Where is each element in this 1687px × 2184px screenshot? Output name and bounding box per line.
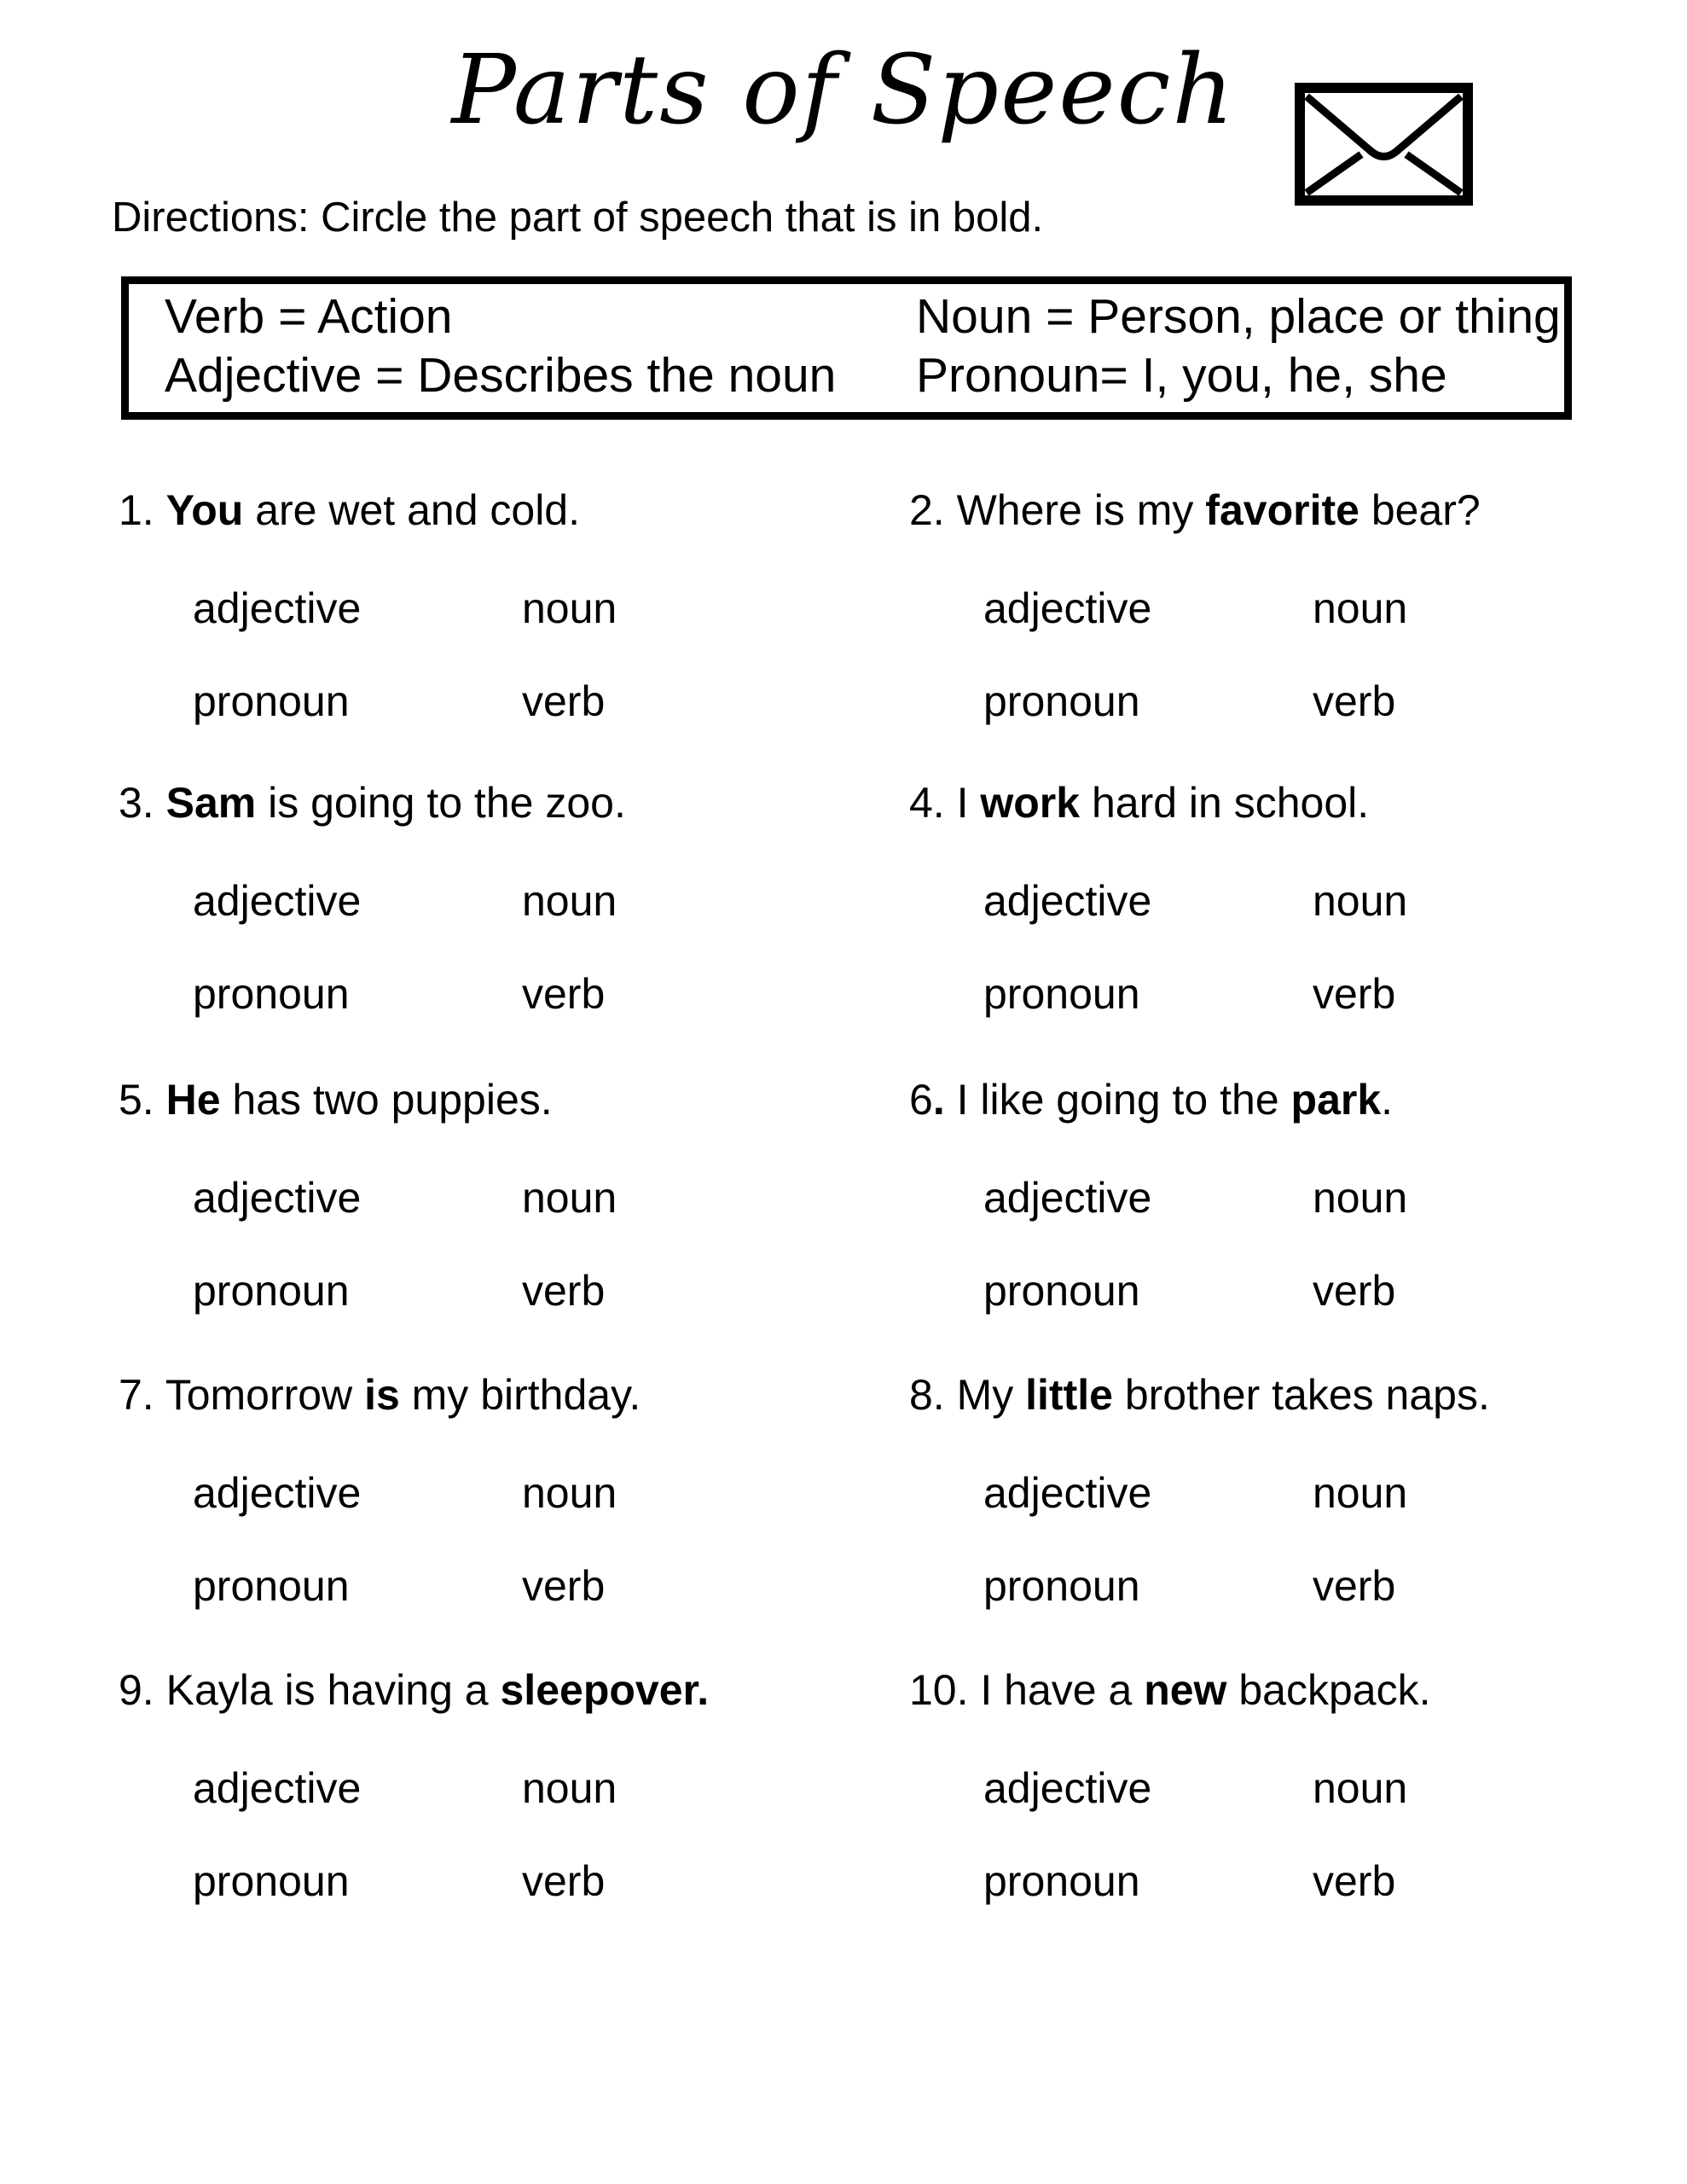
sentence-segment-bold: is <box>364 1371 400 1419</box>
option-verb[interactable]: verb <box>1313 1857 1396 1905</box>
question-sentence <box>119 1371 869 1419</box>
directions-text: Directions: Circle the part of speech that is in bold. <box>112 195 1044 241</box>
option-verb[interactable]: verb <box>1313 1267 1396 1315</box>
sentence-segment: 4. I <box>909 779 981 827</box>
sentence-segment: are wet and cold. <box>243 486 581 534</box>
sentence-segment-bold: You <box>165 486 244 534</box>
question-7 <box>119 1371 869 1627</box>
option-verb[interactable]: verb <box>522 970 606 1018</box>
question-sentence <box>909 1371 1660 1419</box>
sentence-segment: 9. Kayla is having a <box>119 1666 501 1714</box>
sentence-segment: 8. My <box>909 1371 1026 1419</box>
option-pronoun[interactable]: pronoun <box>193 677 350 725</box>
sentence-segment-bold: new <box>1144 1666 1227 1714</box>
definition-pronoun: Pronoun= I, you, he, she <box>916 348 1447 403</box>
sentence-segment-bold: He <box>165 1076 221 1124</box>
option-noun[interactable]: noun <box>522 1764 617 1812</box>
sentence-segment: is going to the zoo. <box>256 779 626 827</box>
sentence-segment-bold: sleepover. <box>500 1666 710 1714</box>
option-pronoun[interactable]: pronoun <box>983 970 1140 1018</box>
option-verb[interactable]: verb <box>522 1267 606 1315</box>
question-6 <box>909 1076 1660 1332</box>
sentence-segment-bold: . <box>932 1076 945 1124</box>
option-adjective[interactable]: adjective <box>193 1174 362 1222</box>
option-pronoun[interactable]: pronoun <box>193 970 350 1018</box>
question-sentence <box>119 486 869 534</box>
option-noun[interactable]: noun <box>1313 584 1408 632</box>
option-pronoun[interactable]: pronoun <box>983 1267 1140 1315</box>
sentence-segment: my birthday. <box>399 1371 641 1419</box>
question-sentence <box>119 1076 869 1124</box>
option-adjective[interactable]: adjective <box>983 1764 1152 1812</box>
option-pronoun[interactable]: pronoun <box>983 1562 1140 1610</box>
option-noun[interactable]: noun <box>522 877 617 925</box>
question-10 <box>909 1666 1660 1922</box>
question-sentence <box>119 779 869 827</box>
question-1 <box>119 486 869 742</box>
option-pronoun[interactable]: pronoun <box>193 1562 350 1610</box>
option-pronoun[interactable]: pronoun <box>193 1857 350 1905</box>
question-5 <box>119 1076 869 1332</box>
question-sentence <box>119 1666 869 1714</box>
question-sentence <box>909 779 1660 827</box>
definition-verb: Verb = Action <box>165 289 453 344</box>
question-2 <box>909 486 1660 742</box>
sentence-segment-bold: work <box>980 779 1081 827</box>
option-adjective[interactable]: adjective <box>193 1469 362 1517</box>
page-title: Parts of Speech <box>451 35 1236 146</box>
sentence-segment-bold: little <box>1025 1371 1113 1419</box>
option-verb[interactable]: verb <box>522 677 606 725</box>
option-pronoun[interactable]: pronoun <box>983 1857 1140 1905</box>
option-verb[interactable]: verb <box>1313 677 1396 725</box>
option-pronoun[interactable]: pronoun <box>193 1267 350 1315</box>
sentence-segment: 5. <box>119 1076 166 1124</box>
sentence-segment: bear? <box>1359 486 1481 534</box>
option-adjective[interactable]: adjective <box>193 584 362 632</box>
sentence-segment: hard in school. <box>1080 779 1370 827</box>
sentence-segment: brother takes naps. <box>1112 1371 1490 1419</box>
option-verb[interactable]: verb <box>1313 970 1396 1018</box>
sentence-segment: I like going to the <box>944 1076 1291 1124</box>
option-adjective[interactable]: adjective <box>983 584 1152 632</box>
sentence-segment: 6 <box>909 1076 933 1124</box>
option-adjective[interactable]: adjective <box>983 1174 1152 1222</box>
question-sentence <box>909 1666 1660 1714</box>
question-sentence <box>909 1076 1660 1124</box>
sentence-segment: . <box>1381 1076 1394 1124</box>
option-noun[interactable]: noun <box>522 1174 617 1222</box>
option-verb[interactable]: verb <box>522 1562 606 1610</box>
question-sentence <box>909 486 1660 534</box>
option-adjective[interactable]: adjective <box>983 1469 1152 1517</box>
option-noun[interactable]: noun <box>1313 1469 1408 1517</box>
option-adjective[interactable]: adjective <box>193 877 362 925</box>
option-noun[interactable]: noun <box>522 584 617 632</box>
question-4 <box>909 779 1660 1035</box>
option-verb[interactable]: verb <box>522 1857 606 1905</box>
sentence-segment: has two puppies. <box>220 1076 553 1124</box>
sentence-segment: 2. Where is my <box>909 486 1206 534</box>
sentence-segment-bold: Sam <box>165 779 257 827</box>
sentence-segment-bold: park <box>1290 1076 1382 1124</box>
question-8 <box>909 1371 1660 1627</box>
question-3 <box>119 779 869 1035</box>
option-pronoun[interactable]: pronoun <box>983 677 1140 725</box>
option-adjective[interactable]: adjective <box>193 1764 362 1812</box>
sentence-segment: backpack. <box>1226 1666 1431 1714</box>
sentence-segment: 1. <box>119 486 166 534</box>
option-noun[interactable]: noun <box>1313 1764 1408 1812</box>
option-adjective[interactable]: adjective <box>983 877 1152 925</box>
sentence-segment-bold: favorite <box>1205 486 1359 534</box>
question-9 <box>119 1666 869 1922</box>
definition-adjective: Adjective = Describes the noun <box>165 348 837 403</box>
option-noun[interactable]: noun <box>522 1469 617 1517</box>
option-noun[interactable]: noun <box>1313 1174 1408 1222</box>
sentence-segment: 3. <box>119 779 166 827</box>
option-noun[interactable]: noun <box>1313 877 1408 925</box>
sentence-segment: 7. Tomorrow <box>119 1371 365 1419</box>
option-verb[interactable]: verb <box>1313 1562 1396 1610</box>
definition-noun: Noun = Person, place or thing <box>916 289 1561 344</box>
sentence-segment: 10. I have a <box>909 1666 1145 1714</box>
